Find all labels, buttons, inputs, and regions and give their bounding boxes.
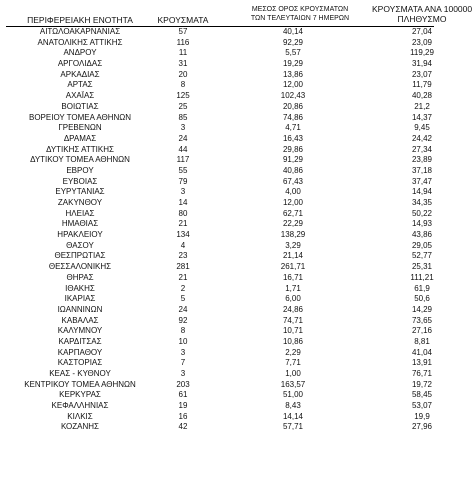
cell-cases: 24	[178, 133, 188, 143]
cell-cases-per-100k: 14,37	[411, 112, 433, 122]
table-row	[0, 230, 473, 241]
table-row	[0, 219, 473, 230]
cell-cases-per-100k: 61,9	[414, 283, 430, 293]
table-row	[0, 70, 473, 81]
cell-cases: 55	[178, 165, 188, 175]
cell-7day-average: 16,71	[282, 272, 304, 282]
cell-cases: 24	[178, 304, 188, 314]
cell-cases-per-100k: 58,45	[411, 390, 433, 400]
cell-regional-unit: ΖΑΚΥΝΘΟΥ	[57, 198, 103, 207]
cell-cases-per-100k: 8,81	[414, 336, 430, 346]
cell-7day-average: 74,86	[282, 112, 304, 122]
cell-cases: 117	[176, 155, 190, 165]
cell-cases-per-100k: 19,72	[411, 379, 433, 389]
table-row	[0, 251, 473, 262]
cell-cases: 7	[180, 358, 186, 368]
cell-cases-per-100k: 23,89	[411, 155, 433, 165]
cell-regional-unit: ΕΒΡΟΥ	[66, 165, 94, 175]
cell-cases: 31	[178, 59, 188, 69]
cell-cases: 42	[178, 422, 188, 432]
cell-regional-unit: ΘΕΣΣΑΛΟΝΙΚΗΣ	[48, 262, 112, 272]
cell-cases-per-100k: 73,65	[411, 315, 433, 325]
cell-7day-average: 8,43	[285, 401, 301, 411]
table-row	[0, 326, 473, 337]
table-row	[0, 155, 473, 166]
table-row	[0, 177, 473, 188]
cell-cases-per-100k: 21,2	[414, 101, 430, 111]
table-row	[0, 209, 473, 220]
cell-7day-average: 74,71	[282, 315, 304, 325]
header-cases: ΚΡΟΥΣΜΑΤΑ	[157, 15, 209, 25]
cell-cases-per-100k: 40,28	[411, 91, 433, 101]
table-row	[0, 91, 473, 102]
cell-7day-average: 57,71	[282, 422, 304, 432]
table-row	[0, 134, 473, 145]
cell-cases: 19	[178, 401, 188, 411]
cell-cases: 116	[176, 37, 190, 47]
cell-regional-unit: ΗΡΑΚΛΕΙΟΥ	[57, 230, 103, 240]
cell-cases-per-100k: 37,18	[411, 165, 433, 175]
cell-regional-unit: ΙΚΑΡΙΑΣ	[64, 294, 96, 304]
cell-cases: 79	[178, 176, 188, 186]
cell-cases: 3	[180, 369, 186, 378]
cell-cases-per-100k: 19,9	[414, 411, 430, 421]
cell-cases: 23	[178, 251, 188, 261]
cell-cases: 11	[178, 48, 188, 58]
cell-cases: 25	[178, 101, 188, 111]
cell-regional-unit: ΚΙΛΚΙΣ	[67, 411, 93, 421]
cell-7day-average: 3,29	[285, 240, 301, 250]
table-row	[0, 262, 473, 273]
cell-cases-per-100k: 25,31	[411, 262, 433, 272]
header-cases-per-100k-line1: ΚΡΟΥΣΜΑΤΑ ΑΝΑ 100000	[372, 4, 473, 14]
cell-7day-average: 102,43	[280, 91, 306, 101]
cell-cases-per-100k: 111,21	[410, 272, 434, 282]
cell-cases-per-100k: 31,94	[411, 59, 433, 69]
cell-cases-per-100k: 76,71	[411, 369, 433, 378]
table-row	[0, 412, 473, 423]
cell-cases-per-100k: 23,09	[411, 37, 433, 47]
cell-cases-per-100k: 50,6	[414, 294, 430, 304]
table-row	[0, 358, 473, 369]
cell-cases: 16	[178, 411, 188, 421]
cell-cases-per-100k: 11,79	[412, 80, 432, 90]
cell-regional-unit: ΚΕΦΑΛΛΗΝΙΑΣ	[51, 401, 109, 411]
cell-regional-unit: ΚΑΒΑΛΑΣ	[61, 315, 99, 325]
cell-7day-average: 12,00	[282, 198, 304, 207]
cell-7day-average: 40,86	[282, 165, 304, 175]
header-cases-per-100k	[372, 4, 472, 24]
cell-cases: 21	[178, 219, 188, 229]
table-row	[0, 38, 473, 49]
cell-cases: 14	[178, 198, 188, 207]
cell-regional-unit: ΙΩΑΝΝΙΝΩΝ	[57, 304, 103, 314]
cell-regional-unit: ΔΡΑΜΑΣ	[63, 133, 97, 143]
cell-cases-per-100k: 43,86	[411, 230, 433, 240]
table-row	[0, 27, 473, 38]
cell-cases-per-100k: 14,29	[411, 304, 433, 314]
cell-regional-unit: ΒΟΙΩΤΙΑΣ	[61, 101, 99, 111]
cell-7day-average: 92,29	[282, 37, 304, 47]
table-row	[0, 305, 473, 316]
cell-regional-unit: ΙΘΑΚΗΣ	[65, 283, 95, 293]
cell-cases-per-100k: 27,96	[411, 422, 433, 432]
cell-cases: 2	[180, 283, 186, 293]
cell-7day-average: 67,43	[282, 176, 304, 186]
cell-regional-unit: ΑΝΔΡΟΥ	[63, 48, 97, 58]
cell-regional-unit: ΚΑΡΠΑΘΟΥ	[57, 347, 103, 357]
table-row	[0, 59, 473, 70]
cell-cases-per-100k: 27,16	[411, 326, 433, 336]
cell-regional-unit: ΑΝΑΤΟΛΙΚΗΣ ΑΤΤΙΚΗΣ	[37, 37, 123, 47]
table-row	[0, 348, 473, 359]
cell-regional-unit: ΑΡΚΑΔΙΑΣ	[60, 69, 100, 79]
cell-regional-unit: ΚΕΡΚΥΡΑΣ	[59, 390, 101, 400]
cell-regional-unit: ΑΧΑΪΑΣ	[65, 91, 95, 101]
header-7day-average-line1: ΜΕΣΟΣ ΟΡΟΣ ΚΡΟΥΣΜΑΤΩΝ	[251, 6, 349, 13]
table-row	[0, 241, 473, 252]
cell-regional-unit: ΚΕΝΤΡΙΚΟΥ ΤΟΜΕΑ ΑΘΗΝΩΝ	[24, 379, 136, 389]
cell-cases: 20	[178, 69, 188, 79]
cell-7day-average: 163,57	[280, 379, 306, 389]
cell-cases-per-100k: 27,34	[411, 144, 433, 154]
cell-regional-unit: ΘΗΡΑΣ	[66, 272, 94, 282]
cell-7day-average: 6,00	[285, 294, 301, 304]
cell-7day-average: 1,71	[285, 283, 301, 293]
table-row	[0, 284, 473, 295]
cell-cases: 10	[178, 336, 188, 346]
cell-regional-unit: ΘΕΣΠΡΩΤΙΑΣ	[54, 251, 106, 261]
cell-7day-average: 2,29	[285, 347, 301, 357]
cell-cases: 61	[178, 390, 188, 400]
cell-cases-per-100k: 27,04	[411, 27, 433, 36]
table-row	[0, 273, 473, 284]
cell-regional-unit: ΕΥΒΟΙΑΣ	[62, 176, 98, 186]
cell-cases: 8	[180, 326, 186, 336]
table-body	[0, 27, 473, 433]
table-row	[0, 316, 473, 327]
cell-regional-unit: ΚΕΑΣ - ΚΥΘΝΟΥ	[49, 369, 111, 378]
cell-7day-average: 62,71	[282, 208, 304, 218]
table-row	[0, 166, 473, 177]
cell-7day-average: 138,29	[280, 230, 306, 240]
cell-7day-average: 13,86	[282, 69, 304, 79]
cell-7day-average: 7,71	[285, 358, 301, 368]
header-7day-average-line2: ΤΩΝ ΤΕΛΕΥΤΑΙΩΝ 7 ΗΜΕΡΩΝ	[250, 15, 350, 22]
cell-cases: 134	[176, 230, 190, 240]
cell-7day-average: 1,00	[285, 369, 301, 378]
header-7day-average	[240, 5, 360, 23]
cell-cases: 92	[178, 315, 188, 325]
table-row	[0, 369, 473, 380]
cell-cases-per-100k: 9,45	[414, 123, 430, 133]
cell-7day-average: 51,00	[282, 390, 304, 400]
cell-cases-per-100k: 24,42	[411, 133, 433, 143]
cell-cases-per-100k: 53,07	[411, 401, 433, 411]
cell-regional-unit: ΗΛΕΙΑΣ	[65, 208, 95, 218]
cell-cases-per-100k: 52,77	[411, 251, 433, 261]
cell-regional-unit: ΑΡΤΑΣ	[67, 80, 93, 90]
cell-7day-average: 24,86	[282, 304, 304, 314]
cell-cases: 44	[178, 144, 188, 154]
cell-regional-unit: ΗΜΑΘΙΑΣ	[61, 219, 99, 229]
cell-regional-unit: ΑΡΓΟΛΙΔΑΣ	[57, 59, 103, 69]
table-row	[0, 187, 473, 198]
cell-cases: 21	[178, 272, 188, 282]
table-row	[0, 390, 473, 401]
cell-7day-average: 10,86	[282, 336, 304, 346]
header-cases-per-100k-line2: ΠΛΗΘΥΣΜΟ	[397, 14, 447, 24]
cell-7day-average: 21,14	[282, 251, 304, 261]
cell-7day-average: 40,14	[282, 27, 304, 36]
cell-cases: 8	[180, 80, 186, 90]
cell-7day-average: 22,29	[282, 219, 304, 229]
cell-7day-average: 261,71	[280, 262, 306, 272]
cell-regional-unit: ΓΡΕΒΕΝΩΝ	[58, 123, 102, 133]
cell-cases-per-100k: 119,29	[410, 48, 434, 58]
cell-7day-average: 10,71	[282, 326, 304, 336]
cell-regional-unit: ΔΥΤΙΚΗΣ ΑΤΤΙΚΗΣ	[46, 144, 114, 154]
cell-regional-unit: ΚΑΡΔΙΤΣΑΣ	[58, 336, 102, 346]
cell-cases: 3	[180, 187, 186, 197]
cell-cases: 57	[178, 27, 188, 36]
cell-cases-per-100k: 13,91	[411, 358, 433, 368]
cell-cases: 125	[176, 91, 190, 101]
cell-cases-per-100k: 29,05	[411, 240, 433, 250]
cell-regional-unit: ΘΑΣΟΥ	[66, 240, 94, 250]
header-regional-unit: ΠΕΡΙΦΕΡΕΙΑΚΗ ΕΝΟΤΗΤΑ	[27, 15, 133, 25]
table-row	[0, 113, 473, 124]
cell-regional-unit: ΒΟΡΕΙΟΥ ΤΟΜΕΑ ΑΘΗΝΩΝ	[28, 112, 132, 122]
table-row	[0, 401, 473, 412]
cell-regional-unit: ΔΥΤΙΚΟΥ ΤΟΜΕΑ ΑΘΗΝΩΝ	[30, 155, 130, 165]
cell-cases-per-100k: 14,93	[411, 219, 433, 229]
cell-regional-unit: ΚΑΣΤΟΡΙΑΣ	[57, 358, 103, 368]
table-row	[0, 198, 473, 209]
cell-cases: 80	[178, 208, 188, 218]
cell-7day-average: 5,57	[285, 48, 301, 58]
cell-cases: 5	[180, 294, 186, 304]
cell-regional-unit: ΚΑΛΥΜΝΟΥ	[57, 326, 103, 336]
table-row	[0, 294, 473, 305]
cell-7day-average: 91,29	[282, 155, 304, 165]
cell-cases: 203	[176, 379, 190, 389]
table-row	[0, 145, 473, 156]
table-row	[0, 380, 473, 391]
table-row	[0, 80, 473, 91]
cell-7day-average: 20,86	[282, 101, 304, 111]
table-row	[0, 123, 473, 134]
cell-cases-per-100k: 23,07	[411, 69, 433, 79]
table-row	[0, 337, 473, 348]
cell-7day-average: 29,86	[282, 144, 304, 154]
cell-cases-per-100k: 37,47	[411, 176, 433, 186]
cell-regional-unit: ΚΟΖΑΝΗΣ	[60, 422, 100, 432]
cell-7day-average: 4,00	[285, 187, 301, 197]
cell-cases: 3	[180, 123, 186, 133]
cell-cases-per-100k: 41,04	[411, 347, 433, 357]
table-row	[0, 48, 473, 59]
cell-7day-average: 14,14	[282, 411, 304, 421]
cell-7day-average: 16,43	[282, 133, 304, 143]
cell-7day-average: 19,29	[282, 59, 304, 69]
cell-cases: 281	[176, 262, 190, 272]
cell-cases-per-100k: 34,35	[411, 198, 433, 207]
cell-7day-average: 4,71	[285, 123, 301, 133]
cell-7day-average: 12,00	[282, 80, 304, 90]
cell-regional-unit: ΕΥΡΥΤΑΝΙΑΣ	[55, 187, 105, 197]
cell-cases-per-100k: 50,22	[411, 208, 433, 218]
cell-cases-per-100k: 14,94	[411, 187, 433, 197]
cell-regional-unit: ΑΙΤΩΛΟΑΚΑΡΝΑΝΙΑΣ	[39, 27, 121, 36]
table-row	[0, 422, 473, 433]
cell-cases: 4	[180, 240, 186, 250]
cell-cases: 85	[178, 112, 188, 122]
cell-cases: 3	[180, 347, 186, 357]
table-row	[0, 102, 473, 113]
